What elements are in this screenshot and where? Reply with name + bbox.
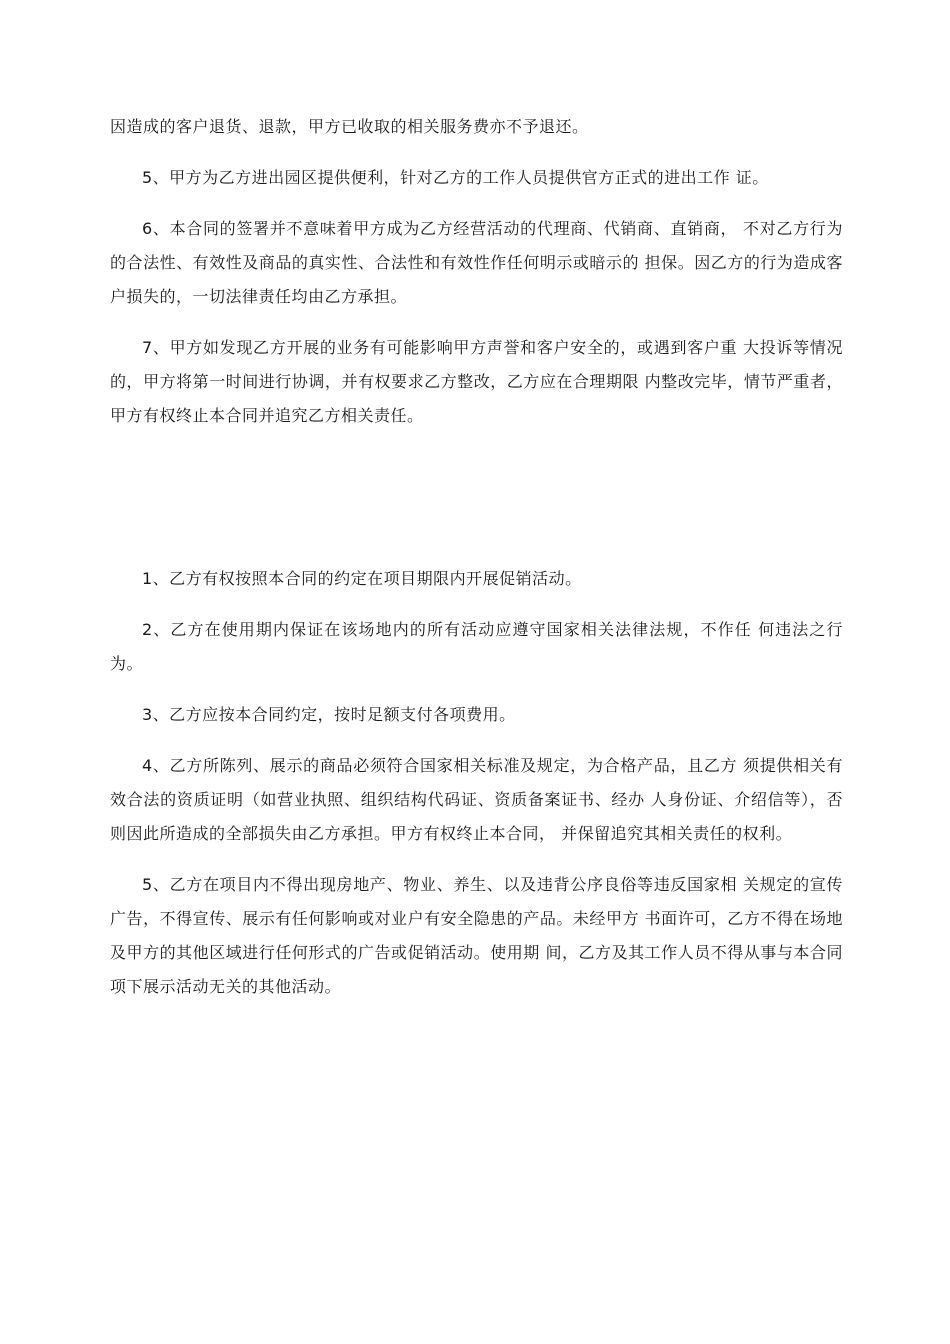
paragraph-continuation: 因造成的客户退货、退款，甲方已收取的相关服务费亦不予退还。 <box>110 117 589 136</box>
paragraph-clause-6: 6、本合同的签署并不意味着甲方成为乙方经营活动的代理商、代销商、直销商， 不对乙方行为的合法性、有效性及商品的真实性、合法性和有效性作任何明示或暗示的 担保。因乙方的行为造成客户损失的，一切法律责任均由乙方承担。 <box>110 219 843 306</box>
section-party-a-obligations <box>110 110 843 433</box>
paragraph-clause-5: 5、甲方为乙方进出园区提供便利，针对乙方的工作人员提供官方正式的进出工作 证。 <box>142 168 769 187</box>
paragraph-clause-2: 2、乙方在使用期内保证在该场地内的所有活动应遵守国家相关法律法规，不作任 何违法之行为。 <box>110 620 843 673</box>
paragraph-clause-4: 4、乙方所陈列、展示的商品必须符合国家相关标准及规定，为合格产品，且乙方 须提供相关有效合法的资质证明（如营业执照、组织结构代码证、资质备案证书、经办 人身份证、介绍信等），否则因此所造成的全部损失由乙方承担。甲方有权终止本合同， 并保留追究其相关责任的权利。 <box>110 756 843 843</box>
paragraph-clause-1: 1、乙方有权按照本合同的约定在项目期限内开展促销活动。 <box>142 569 582 588</box>
paragraph-clause-5: 5、乙方在项目内不得出现房地产、物业、养生、以及违背公序良俗等违反国家相 关规定的宣传广告，不得宣传、展示有任何影响或对业户有安全隐患的产品。未经甲方 书面许可，乙方不得在场地及甲方的其他区域进行任何形式的广告或促销活动。使用期 间，乙方及其工作人员不得从事与本合同项下展示活动无关的其他活动。 <box>110 875 843 996</box>
section-party-b-obligations <box>110 562 843 1004</box>
paragraph-clause-7: 7、甲方如发现乙方开展的业务有可能影响甲方声誉和客户安全的，或遇到客户重 大投诉等情况的，甲方将第一时间进行协调，并有权要求乙方整改，乙方应在合理期限 内整改完毕，情节严重者，甲方有权终止本合同并追究乙方相关责任。 <box>110 338 843 425</box>
paragraph-clause-3: 3、乙方应按本合同约定，按时足额支付各项费用。 <box>142 705 516 724</box>
